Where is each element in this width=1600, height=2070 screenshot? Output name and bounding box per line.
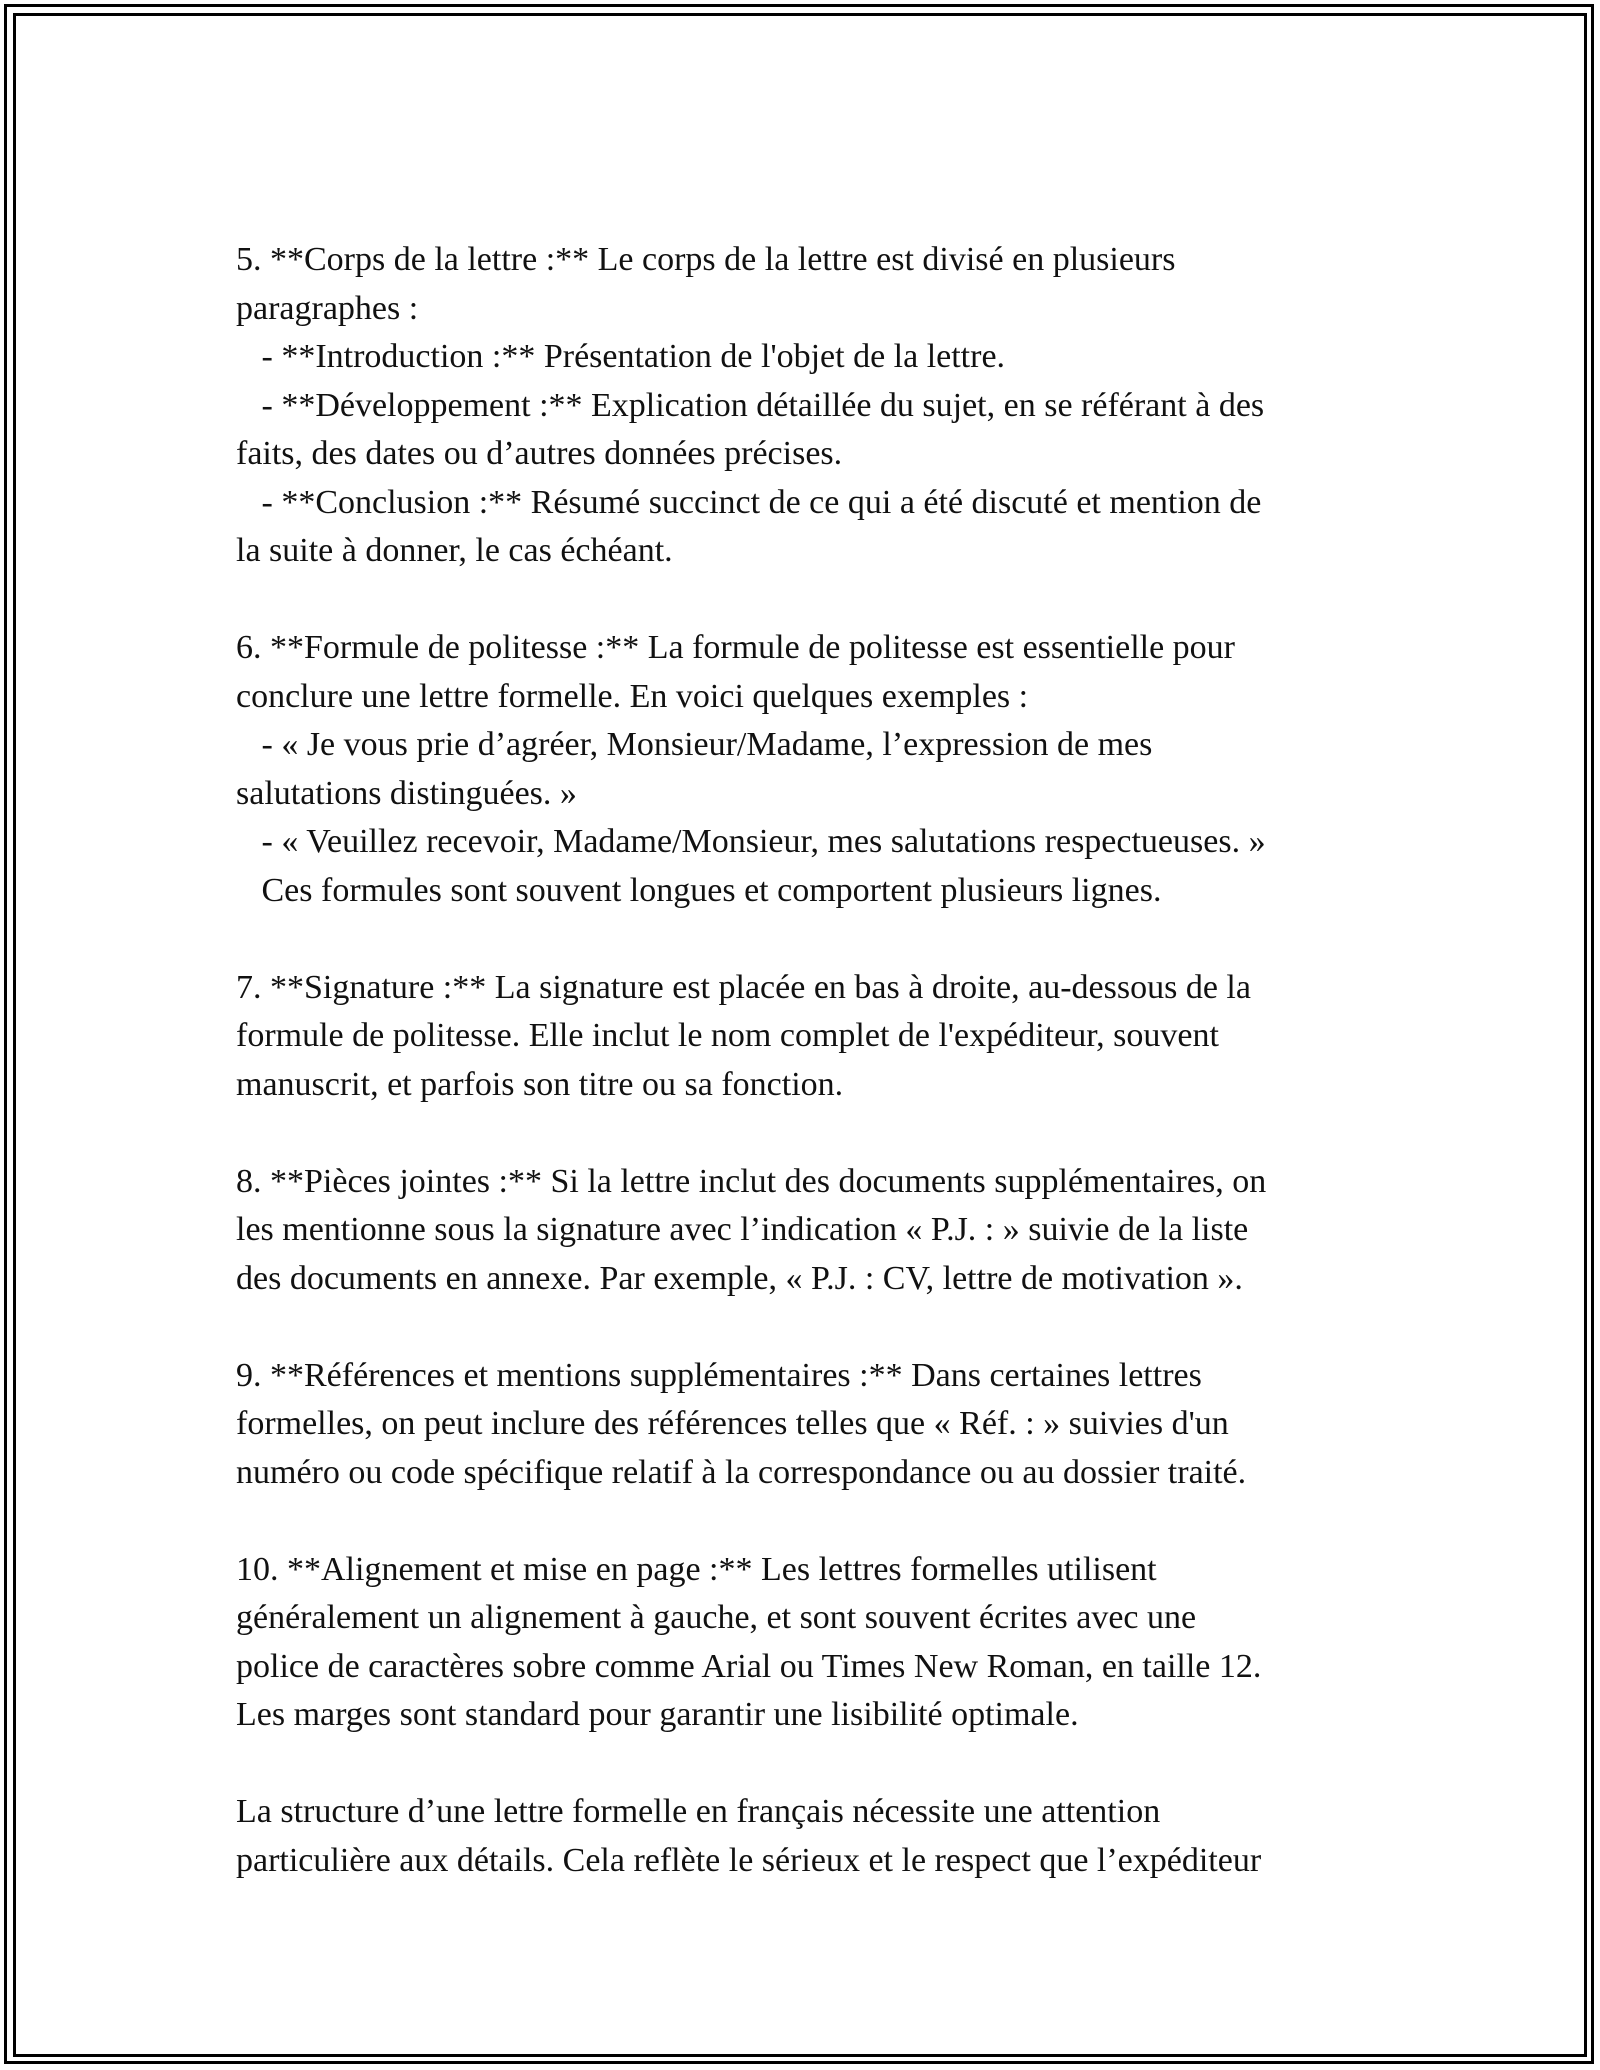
text-line: - **Développement :** Explication détaillée du sujet, en se référant à des: [236, 386, 1265, 424]
text-line: 5. **Corps de la lettre :** Le corps de la lettre est divisé en plusieurs: [236, 241, 1176, 278]
text-line: - « Veuillez recevoir, Madame/Monsieur, mes salutations respectueuses. »: [236, 823, 1266, 860]
document-body: [236, 236, 1376, 1885]
text-line: 7. **Signature :** La signature est placée en bas à droite, au-dessous de la: [236, 968, 1251, 1006]
paragraph-pieces-jointes: [236, 1158, 1376, 1304]
text-line: 8. **Pièces jointes :** Si la lettre inclut des documents supplémentaires, on: [236, 1162, 1267, 1200]
text-line: paragraphes :: [236, 289, 419, 327]
text-line: Ces formules sont souvent longues et comportent plusieurs lignes.: [236, 871, 1162, 909]
text-line: des documents en annexe. Par exemple, « P.J. : CV, lettre de motivation ».: [236, 1259, 1243, 1297]
text-line: faits, des dates ou d’autres données précises.: [236, 435, 843, 472]
paragraph-references: [236, 1352, 1376, 1498]
paragraph-gap: [236, 1109, 1376, 1158]
paragraph-signature: [236, 964, 1376, 1110]
text-line: formule de politesse. Elle inclut le nom complet de l'expéditeur, souvent: [236, 1017, 1219, 1054]
text-line: la suite à donner, le cas échéant.: [236, 532, 673, 569]
text-line: numéro ou code spécifique relatif à la correspondance ou au dossier traité.: [236, 1453, 1247, 1491]
text-line: - **Introduction :** Présentation de l'objet de la lettre.: [236, 338, 1006, 375]
text-line: Les marges sont standard pour garantir une lisibilité optimale.: [236, 1696, 1079, 1733]
text-line: salutations distinguées. »: [236, 774, 577, 812]
text-line: police de caractères sobre comme Arial ou Times New Roman, en taille 12.: [236, 1647, 1262, 1685]
paragraph-formule-de-politesse: [236, 624, 1376, 915]
text-line: formelles, on peut inclure des références telles que « Réf. : » suivies d'un: [236, 1405, 1229, 1442]
paragraph-conclusion: [236, 1788, 1376, 1885]
text-line: généralement un alignement à gauche, et sont souvent écrites avec une: [236, 1599, 1197, 1636]
text-line: les mentionne sous la signature avec l’indication « P.J. : » suivie de la liste: [236, 1211, 1249, 1248]
text-line: 6. **Formule de politesse :** La formule de politesse est essentielle pour: [236, 629, 1235, 666]
text-line: 9. **Références et mentions supplémentaires :** Dans certaines lettres: [236, 1356, 1202, 1394]
paragraph-gap: [236, 915, 1376, 964]
paragraph-gap: [236, 576, 1376, 625]
text-line: manuscrit, et parfois son titre ou sa fonction.: [236, 1065, 844, 1103]
text-line: - « Je vous prie d’agréer, Monsieur/Madame, l’expression de mes: [236, 726, 1153, 763]
text-line: - **Conclusion :** Résumé succinct de ce qui a été discuté et mention de: [236, 483, 1262, 521]
paragraph-gap: [236, 1303, 1376, 1352]
text-line: 10. **Alignement et mise en page :** Les lettres formelles utilisent: [236, 1550, 1157, 1588]
text-line: conclure une lettre formelle. En voici quelques exemples :: [236, 677, 1029, 715]
paragraph-gap: [236, 1497, 1376, 1546]
text-line: La structure d’une lettre formelle en français nécessite une attention: [236, 1793, 1161, 1830]
paragraph-gap: [236, 1740, 1376, 1789]
paragraph-alignement: [236, 1546, 1376, 1740]
paragraph-corps-de-la-lettre: [236, 236, 1376, 576]
text-line: particulière aux détails. Cela reflète le sérieux et le respect que l’expéditeur: [236, 1841, 1262, 1879]
